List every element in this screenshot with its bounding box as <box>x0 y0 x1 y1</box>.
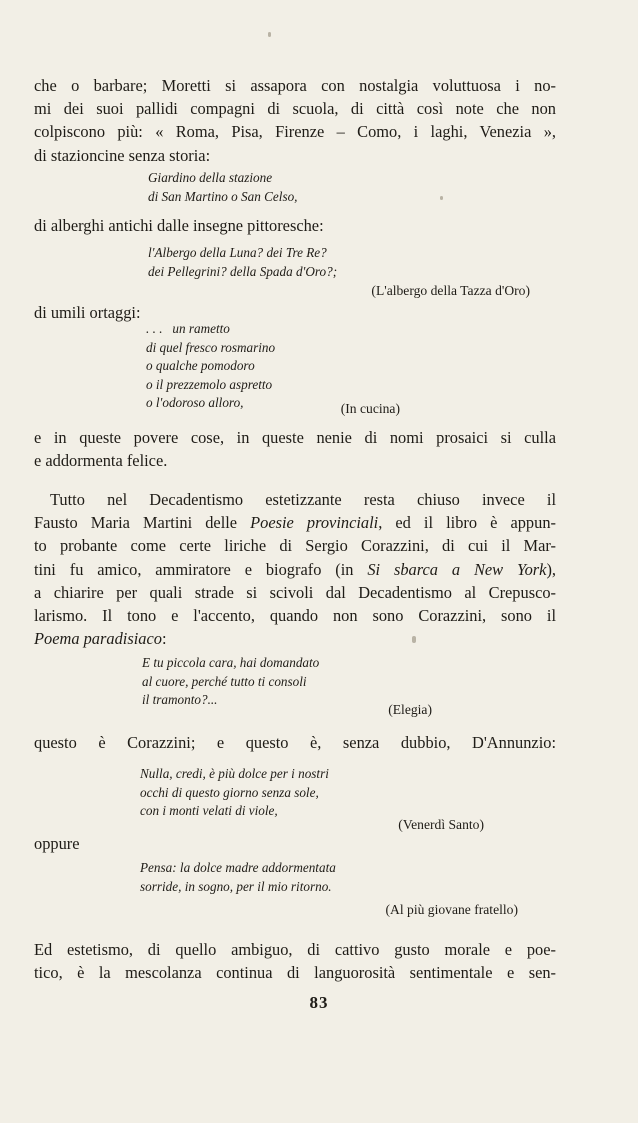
text-line <box>34 558 556 581</box>
verse-line: con i monti velati di viole, <box>140 803 278 819</box>
text-line: larismo. Il tono e l'accento, quando non sono Corazzini, sono il <box>34 606 556 626</box>
verse-line: il tramonto?... <box>142 692 218 708</box>
line-ortaggi <box>34 301 141 324</box>
paper-speck <box>268 32 271 37</box>
paragraph-nenie <box>34 426 556 472</box>
title-poema-paradisiaco: Poema paradisiaco <box>34 629 162 649</box>
text-span: Fausto Maria Martini delle <box>34 513 251 533</box>
text-span: , ed il libro è appun- <box>378 513 556 533</box>
text-line: oppure <box>34 834 80 853</box>
source-cucina: (In cucina) <box>340 401 400 416</box>
title-poesie-provinciali: Poesie provinciali <box>250 513 379 533</box>
verse-quote-cucina <box>146 320 275 413</box>
verse-line: Giardino della stazione <box>148 170 273 185</box>
text-line: colpiscono più: « Roma, Pisa, Firenze – Como, i laghi, Venezia », <box>34 122 556 142</box>
verse-line: dei Pellegrini? della Spada d'Oro?; <box>148 263 338 279</box>
verse-line: l'Albergo della Luna? dei Tre Re? <box>148 245 327 260</box>
text-line: tico, è la mescolanza continua di languorosità sentimentale e sen- <box>34 963 556 983</box>
verse-line: Nulla, credi, è più dolce per i nostri <box>140 766 329 781</box>
text-span: Tutto nel Decadentismo estetizzante resta chiuso invece il <box>50 490 556 509</box>
paragraph-moretti <box>34 74 556 167</box>
verse-quote-stazione <box>148 169 297 206</box>
verse-quote-venerdi <box>140 765 329 821</box>
verse-line: o l'odoroso alloro, <box>146 395 244 411</box>
source-elegia: (Elegia) <box>388 702 432 717</box>
text-line: di stazioncine senza storia: <box>34 145 211 165</box>
verse-line: occhi di questo giorno senza sole, <box>140 784 319 800</box>
source-albergo: (L'albergo della Tazza d'Oro) <box>371 283 530 298</box>
text-line: mi dei suoi pallidi compagni di scuola, di città così note che non <box>34 99 556 119</box>
text-line <box>34 488 556 511</box>
text-span: : <box>161 629 167 649</box>
text-span: tini fu amico, ammiratore e biografo (in <box>34 559 368 579</box>
verse-line: o il prezzemolo aspretto <box>146 376 273 392</box>
source-venerdi: (Venerdì Santo) <box>398 817 484 832</box>
text-line: a chiarire per quali strade si scivoli dal Decadentismo al Crepusco- <box>34 582 556 602</box>
text-line <box>34 627 556 650</box>
paragraph-estetismo <box>34 938 556 984</box>
paper-speck <box>440 196 443 200</box>
verse-line: di quel fresco rosmarino <box>146 339 276 355</box>
text-line: e in queste povere cose, in queste nenie di nomi prosaici si culla <box>34 428 556 447</box>
line-oppure <box>34 832 80 855</box>
verse-quote-elegia <box>142 654 319 710</box>
verse-line: Pensa: la dolce madre addormentata <box>140 860 336 875</box>
text-line: Ed estetismo, di quello ambiguo, di cattivo gusto morale e poe- <box>34 940 556 959</box>
line-corazzini <box>34 731 556 754</box>
verse-line: . . . un rametto <box>146 321 230 336</box>
paper-speck <box>412 636 416 643</box>
verse-quote-albergo <box>148 244 337 281</box>
verse-line: di San Martino o San Celso, <box>148 188 298 204</box>
paragraph-martini <box>34 488 556 650</box>
text-line: questo è Corazzini; e questo è, senza dubbio, D'Annunzio: <box>34 733 556 752</box>
text-span: ), <box>546 559 556 579</box>
source-fratello: (Al più giovane fratello) <box>385 902 518 917</box>
text-line: to probante come certe liriche di Sergio Corazzini, di cui il Mar- <box>34 536 556 556</box>
text-line: di alberghi antichi dalle insegne pittoresche: <box>34 216 324 235</box>
title-si-sbarca: Si sbarca a New York <box>367 559 547 579</box>
text-line: che o barbare; Moretti si assapora con nostalgia voluttuosa i no- <box>34 76 556 95</box>
verse-line: al cuore, perché tutto ti consoli <box>142 673 307 689</box>
verse-line: o qualche pomodoro <box>146 358 255 374</box>
verse-line: sorride, in sogno, per il mio ritorno. <box>140 878 332 894</box>
verse-line: E tu piccola cara, hai domandato <box>142 655 320 670</box>
text-line <box>34 511 556 534</box>
text-line: e addormenta felice. <box>34 451 168 471</box>
line-alberghi <box>34 214 324 237</box>
text-line: di umili ortaggi: <box>34 303 141 322</box>
page-number: 83 <box>309 993 329 1012</box>
verse-quote-fratello <box>140 859 336 896</box>
